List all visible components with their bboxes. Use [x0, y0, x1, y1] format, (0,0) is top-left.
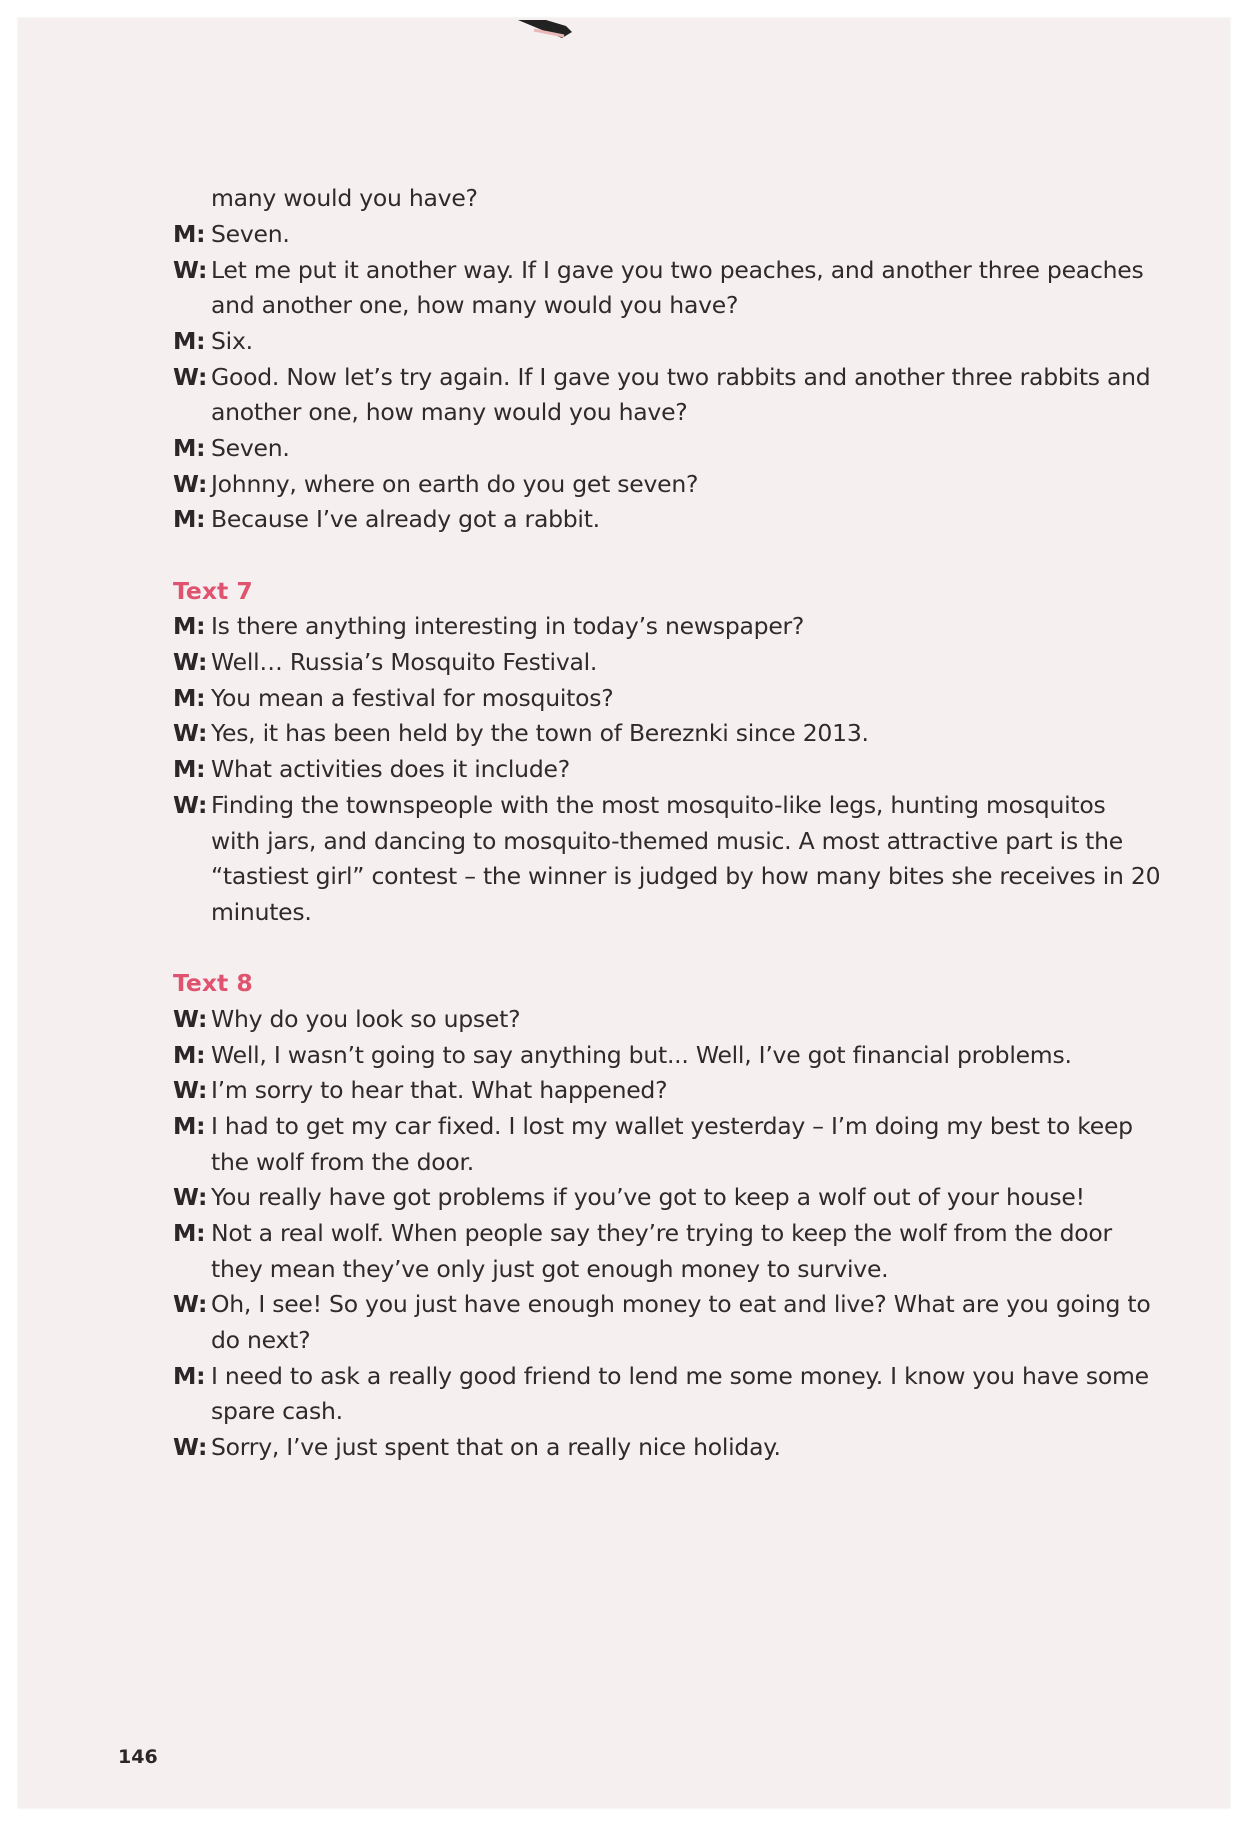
speaker-label: W: [173, 1005, 208, 1033]
dialogue-line: M: Not a real wolf. When people say they’re trying to keep the wolf from the door [173, 1213, 1112, 1254]
dialogue-line: W: Oh, I see! So you just have enough money to eat and live? What are you going to [173, 1284, 1151, 1325]
pen-mark-icon [518, 18, 578, 48]
text8-heading: Text 8 [173, 969, 253, 997]
dialogue-line: with jars, and dancing to mosquito-themed music. A most attractive part is the [211, 827, 1123, 855]
dialogue-line: another one, how many would you have? [211, 398, 688, 426]
speaker-label: M: [173, 1041, 206, 1069]
dialogue-line: they mean they’ve only just got enough money to survive. [211, 1255, 889, 1283]
dialogue-line: M: Because I’ve already got a rabbit. [173, 499, 600, 540]
speaker-label: M: [173, 505, 206, 533]
dialogue-line: M: I had to get my car fixed. I lost my wallet yesterday – I’m doing my best to keep [173, 1106, 1133, 1147]
speaker-label: M: [173, 1219, 206, 1247]
dialogue-line: W: Finding the townspeople with the most mosquito-like legs, hunting mosquitos [173, 785, 1105, 826]
dialogue-line: W: Why do you look so upset? [173, 999, 520, 1040]
speaker-label: M: [173, 684, 206, 712]
dialogue-line: M: Seven. [173, 214, 290, 255]
dialogue-line: W: Sorry, I’ve just spent that on a really nice holiday. [173, 1427, 781, 1468]
dialogue-line: M: Seven. [173, 428, 290, 469]
speaker-label: M: [173, 1362, 206, 1390]
speaker-label: W: [173, 256, 208, 284]
speaker-label: W: [173, 1076, 208, 1104]
dialogue-line: do next? [211, 1326, 311, 1354]
dialogue-line: the wolf from the door. [211, 1148, 474, 1176]
dialogue-line: “tastiest girl” contest – the winner is judged by how many bites she receives in 20 [211, 862, 1161, 890]
dialogue-line: M: You mean a festival for mosquitos? [173, 678, 613, 719]
speaker-label: M: [173, 755, 206, 783]
speaker-label: W: [173, 470, 208, 498]
dialogue-line: spare cash. [211, 1397, 343, 1425]
document-page [18, 18, 1230, 1808]
speaker-label: W: [173, 363, 208, 391]
speaker-label: W: [173, 1183, 208, 1211]
speaker-label: W: [173, 1433, 208, 1461]
dialogue-line: W: Yes, it has been held by the town of Bereznki since 2013. [173, 713, 869, 754]
speaker-label: W: [173, 791, 208, 819]
dialogue-line: minutes. [211, 898, 312, 926]
speaker-label: M: [173, 220, 206, 248]
dialogue-line: W: Good. Now let’s try again. If I gave you two rabbits and another three rabbits and [173, 357, 1150, 398]
dialogue-line: M: What activities does it include? [173, 749, 570, 790]
page-number: 146 [118, 1746, 158, 1768]
dialogue-line: W: Johnny, where on earth do you get seven? [173, 464, 698, 505]
dialogue-line: W: You really have got problems if you’ve got to keep a wolf out of your house! [173, 1177, 1085, 1218]
dialogue-line: and another one, how many would you have? [211, 291, 739, 319]
speaker-label: M: [173, 612, 206, 640]
speaker-label: M: [173, 1112, 206, 1140]
dialogue-line: M: Six. [173, 321, 253, 362]
speaker-label: M: [173, 434, 206, 462]
dialogue-line: M: I need to ask a really good friend to lend me some money. I know you have some [173, 1356, 1149, 1397]
speaker-label: W: [173, 648, 208, 676]
dialogue-line: W: Well… Russia’s Mosquito Festival. [173, 642, 597, 683]
dialogue-line: many would you have? [211, 184, 478, 212]
dialogue-line: W: Let me put it another way. If I gave you two peaches, and another three peaches [173, 250, 1143, 291]
dialogue-line: W: I’m sorry to hear that. What happened? [173, 1070, 667, 1111]
dialogue-line: M: Well, I wasn’t going to say anything but... Well, I’ve got financial problems. [173, 1035, 1072, 1076]
dialogue-line: M: Is there anything interesting in today’s newspaper? [173, 606, 804, 647]
speaker-label: W: [173, 719, 208, 747]
speaker-label: W: [173, 1290, 208, 1318]
speaker-label: M: [173, 327, 206, 355]
text7-heading: Text 7 [173, 577, 253, 605]
